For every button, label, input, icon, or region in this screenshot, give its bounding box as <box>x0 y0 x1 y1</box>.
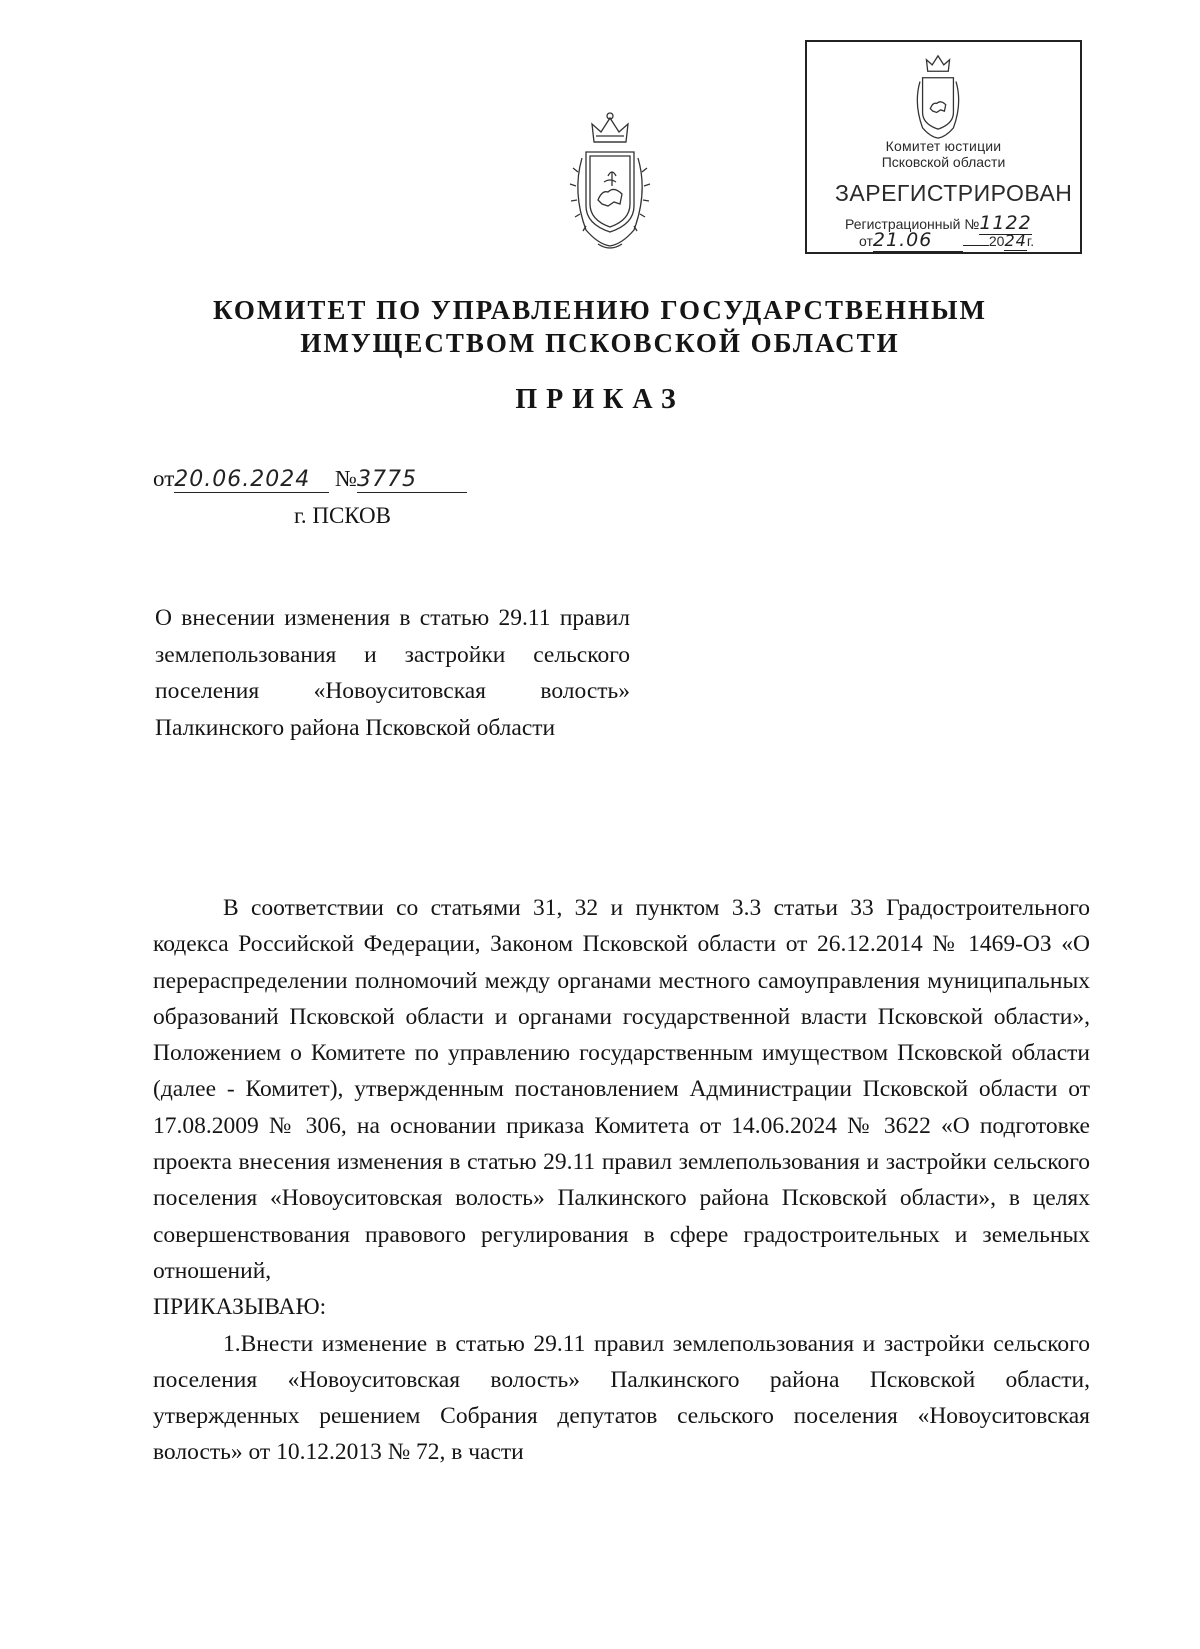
order-number: 3775 <box>357 467 467 493</box>
stamp-year-value: 24 <box>1004 231 1027 250</box>
preamble-paragraph: В соответствии со статьями 31, 32 и пунктом 3.3 статьи 33 Градостроительного кодекса Российской Федерации, Законом Псковской области от 26.12.2014 № 1469-ОЗ «О перераспределении полномочий между органами местного самоуправления муниципальных образований Псковской области и органами государственной власти Псковской области», Положением о Комитете по управлению государственным имуществом Псковской области (далее - Комитет), утвержденным постановлением Администрации Псковской области от 17.08.2009 № 306, на основании приказа Комитета от 14.06.2024 № 3622 «О подготовке проекта внесения изменения в статью 29.11 правил землепользования и застройки сельского поселения «Новоуситовская волость» Палкинского района Псковской области», в целях совершенствования правового регулирования в сфере градостроительных и земельных отношений, <box>153 895 1090 1284</box>
stamp-date-prefix: от <box>859 233 873 249</box>
coat-of-arms-emblem <box>568 112 652 252</box>
document-type-title: ПРИКАЗ <box>515 384 685 415</box>
stamp-org-line-2: Псковской области <box>881 154 1006 170</box>
registration-stamp <box>805 40 1082 254</box>
order-city: г. ПСКОВ <box>294 503 392 528</box>
stamp-org-line-1: Комитет юстиции <box>885 138 1002 154</box>
command-word: ПРИКАЗЫВАЮ: <box>153 1294 327 1321</box>
order-number-line <box>153 466 467 493</box>
order-number-prefix: № <box>335 466 357 491</box>
order-subject: О внесении изменения в статью 29.11 правил землепользования и застройки сельского поселения «Новоуситовская волость» Палкинского района Псковской области <box>155 605 630 741</box>
stamp-year-prefix: 20 <box>988 233 1005 249</box>
order-date-prefix: от <box>153 466 175 491</box>
stamp-date-value: 21.06 <box>873 229 963 252</box>
order-date: 20.06.2024 <box>174 467 329 493</box>
organization-title: КОМИТЕТ ПО УПРАВЛЕНИЮ ГОСУДАРСТВЕННЫМ ИМУЩЕСТВОМ ПСКОВСКОЙ ОБЛАСТИ <box>212 295 988 358</box>
stamp-date-line <box>859 229 1034 252</box>
stamp-status: ЗАРЕГИСТРИРОВАН <box>835 180 1073 206</box>
item-1-paragraph: 1.Внести изменение в статью 29.11 правил землепользования и застройки сельского поселения «Новоуситовская волость» Палкинского района Псковской области, утвержденных решением Собрания депутатов сельского поселения «Новоуситовская волость» от 10.12.2013 № 72, в части <box>153 1330 1090 1466</box>
stamp-reg-number: 1122 <box>979 212 1032 234</box>
stamp-coat-of-arms-icon <box>911 52 965 142</box>
stamp-reg-label: Регистрационный № <box>845 216 980 232</box>
order-body <box>153 890 1090 1471</box>
stamp-year-suffix: г. <box>1026 233 1035 249</box>
